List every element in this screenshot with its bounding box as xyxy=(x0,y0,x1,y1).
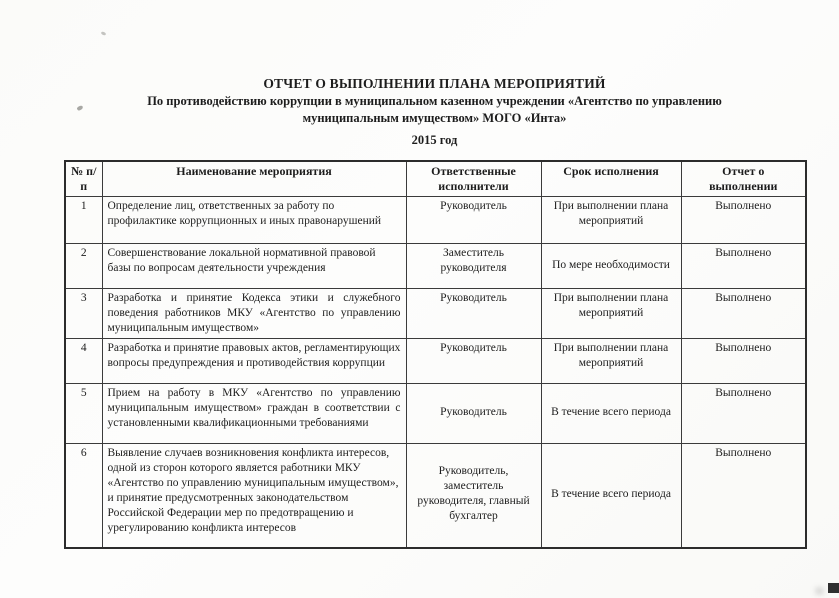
cell-term: При выполнении плана мероприятий xyxy=(541,197,681,244)
cell-num: 6 xyxy=(65,444,102,548)
cell-resp: Руководитель xyxy=(406,197,541,244)
column-header-name: Наименование мероприятия xyxy=(102,161,406,197)
cell-term: При выполнении плана мероприятий xyxy=(541,289,681,339)
column-header-term: Срок исполнения xyxy=(541,161,681,197)
report-table-body xyxy=(65,197,806,548)
cell-report: Выполнено xyxy=(681,197,806,244)
column-header-responsible: Ответственные исполнители xyxy=(406,161,541,197)
title-block xyxy=(64,76,805,148)
cell-term: При выполнении плана мероприятий xyxy=(541,339,681,384)
report-table xyxy=(64,160,807,549)
table-header-row xyxy=(65,161,806,197)
cell-resp: Руководитель xyxy=(406,384,541,444)
page-subtitle-line-2: муниципальным имуществом» МОГО «Инта» xyxy=(302,111,567,125)
cell-term: По мере необходимости xyxy=(541,244,681,289)
cell-name: Совершенствование локальной нормативной правовой базы по вопросам деятельности учреждения xyxy=(102,244,406,289)
table-row xyxy=(65,244,806,289)
cell-name: Разработка и принятие Кодекса этики и служебного поведения работников МКУ «Агентство по управлению муниципальным имуществом» xyxy=(102,289,406,339)
scan-corner-mark-artifact xyxy=(828,583,839,593)
cell-num: 4 xyxy=(65,339,102,384)
cell-report: Выполнено xyxy=(681,289,806,339)
cell-num: 3 xyxy=(65,289,102,339)
cell-name: Определение лиц, ответственных за работу по профилактике коррупционных и иных правонарушений xyxy=(102,197,406,244)
cell-num: 5 xyxy=(65,384,102,444)
table-row xyxy=(65,339,806,384)
cell-report: Выполнено xyxy=(681,384,806,444)
cell-name: Выявление случаев возникновения конфликта интересов, одной из сторон которого является работники МКУ «Агентство по управлению муниципальным имуществом», и принятие предусмотренных законодательством Российской Федерации мер по предотвращению и урегулированию конфликта интересов xyxy=(102,444,406,548)
cell-name: Прием на работу в МКУ «Агентство по управлению муниципальным имуществом» граждан в соответствии с установленными квалификационными требованиями xyxy=(102,384,406,444)
page-title: ОТЧЕТ О ВЫПОЛНЕНИИ ПЛАНА МЕРОПРИЯТИЙ xyxy=(263,76,606,91)
cell-report: Выполнено xyxy=(681,339,806,384)
cell-resp: Руководитель, заместитель руководителя, главный бухгалтер xyxy=(406,444,541,548)
cell-num: 1 xyxy=(65,197,102,244)
cell-resp: Руководитель xyxy=(406,339,541,384)
cell-resp: Заместитель руководителя xyxy=(406,244,541,289)
column-header-report: Отчет о выполнении xyxy=(681,161,806,197)
table-row xyxy=(65,289,806,339)
cell-term: В течение всего периода xyxy=(541,384,681,444)
cell-resp: Руководитель xyxy=(406,289,541,339)
cell-report: Выполнено xyxy=(681,244,806,289)
cell-term: В течение всего периода xyxy=(541,444,681,548)
cell-report: Выполнено xyxy=(681,444,806,548)
table-row xyxy=(65,384,806,444)
scan-speck-artifact xyxy=(101,31,107,36)
table-row xyxy=(65,444,806,548)
column-header-num: № п/п xyxy=(65,161,102,197)
cell-num: 2 xyxy=(65,244,102,289)
page-subtitle-line-1: По противодействию коррупции в муниципальном казенном учреждении «Агентство по управлению xyxy=(147,94,722,108)
report-year: 2015 год xyxy=(411,133,458,147)
cell-name: Разработка и принятие правовых актов, регламентирующих вопросы предупреждения и противодействия коррупции xyxy=(102,339,406,384)
table-row xyxy=(65,197,806,244)
